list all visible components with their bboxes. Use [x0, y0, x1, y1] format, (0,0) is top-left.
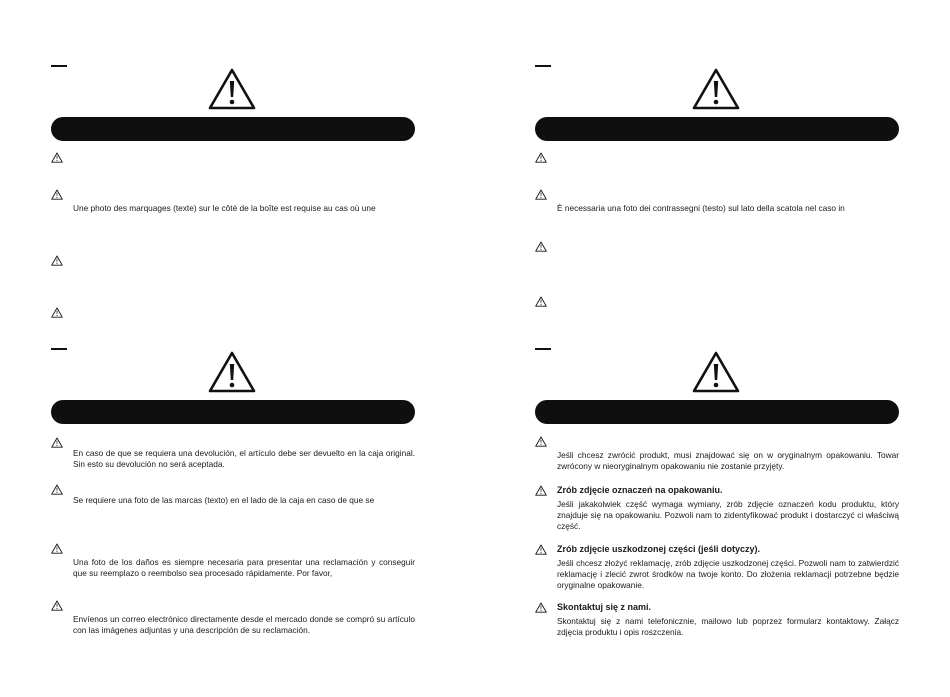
item-text: È necessaria una foto dei contrassegni (testo) sul lato della scatola nel caso in — [557, 203, 845, 213]
warning-small-icon — [535, 602, 547, 613]
warning-small-icon — [51, 437, 63, 448]
item-text: Se requiere una foto de las marcas (texto) en el lado de la caja en caso de que se — [73, 495, 375, 505]
item-heading: Zrób zdjęcie uszkodzonej części (jeśli dotyczy). — [557, 544, 761, 554]
item-heading: Skontaktuj się z nami. — [557, 602, 652, 612]
item-text: Skontaktuj się z nami telefonicznie, mailowo lub poprzez formularz kontaktowy. Załącz zdjęcia produktu i opis roszczenia. — [557, 616, 899, 637]
warning-small-icon — [51, 255, 63, 266]
item-text: Une photo des marquages (texte) sur le côté de la boîte est requise au cas où une — [73, 203, 376, 213]
warning-small-icon — [535, 152, 547, 163]
warning-small-icon — [51, 307, 63, 318]
warning-small-icon — [51, 484, 63, 495]
warning-small-icon — [535, 485, 547, 496]
warning-triangle-icon — [207, 67, 257, 111]
warning-small-icon — [51, 189, 63, 200]
corner-mark — [535, 65, 551, 67]
item-text: Jeśli chcesz zwrócić produkt, musi znajdować się on w oryginalnym opakowaniu. Towar zwrócony w nieoryginalnym opakowaniu nie zostanie przyjęty. — [557, 450, 899, 471]
item-text: En caso de que se requiera una devolución, el artículo debe ser devuelto en la caja original. Sin esto su devolución no será aceptada. — [73, 448, 415, 469]
corner-mark — [51, 65, 67, 67]
panel-pl — [535, 348, 899, 648]
corner-mark — [51, 348, 67, 350]
warning-small-icon — [51, 152, 63, 163]
warning-small-icon — [535, 544, 547, 555]
section-header-bar — [535, 400, 899, 424]
section-header-bar — [51, 117, 415, 141]
warning-triangle-icon — [207, 350, 257, 394]
section-header-bar — [535, 117, 899, 141]
warning-triangle-icon — [691, 350, 741, 394]
warning-small-icon — [535, 296, 547, 307]
item-text: Envíenos un correo electrónico directamente desde el mercado donde se compró su artículo con las imágenes adjuntas y una descripción de su reclamación. — [73, 614, 415, 635]
item-text: Jeśli chcesz złożyć reklamację, zrób zdjęcie uszkodzonej części. Pozwoli nam to zatwierdzić reklamację i zlecić zwrot środków na twoje konto. Do złożenia reklamacji potrzebne będzie oryginalne opakowanie. — [557, 558, 899, 590]
warning-small-icon — [535, 436, 547, 447]
corner-mark — [535, 348, 551, 350]
warning-small-icon — [535, 189, 547, 200]
warning-small-icon — [51, 543, 63, 554]
panel-it — [535, 65, 899, 365]
item-text: Una foto de los daños es siempre necesaria para presentar una reclamación y conseguir que su reemplazo o reembolso sea procesado rápidamente. Por favor, — [73, 557, 415, 578]
warning-triangle-icon — [691, 67, 741, 111]
item-heading: Zrób zdjęcie oznaczeń na opakowaniu. — [557, 485, 723, 495]
panel-es — [51, 348, 415, 648]
warning-small-icon — [51, 600, 63, 611]
panel-fr — [51, 65, 415, 365]
item-text: Jeśli jakakolwiek część wymaga wymiany, zrób zdjęcie oznaczeń kodu produktu, który znajduje się na opakowaniu. Pozwoli nam to zidentyfikować produkt i dostarczyć ci właściwą część. — [557, 499, 899, 531]
section-header-bar — [51, 400, 415, 424]
warning-small-icon — [535, 241, 547, 252]
